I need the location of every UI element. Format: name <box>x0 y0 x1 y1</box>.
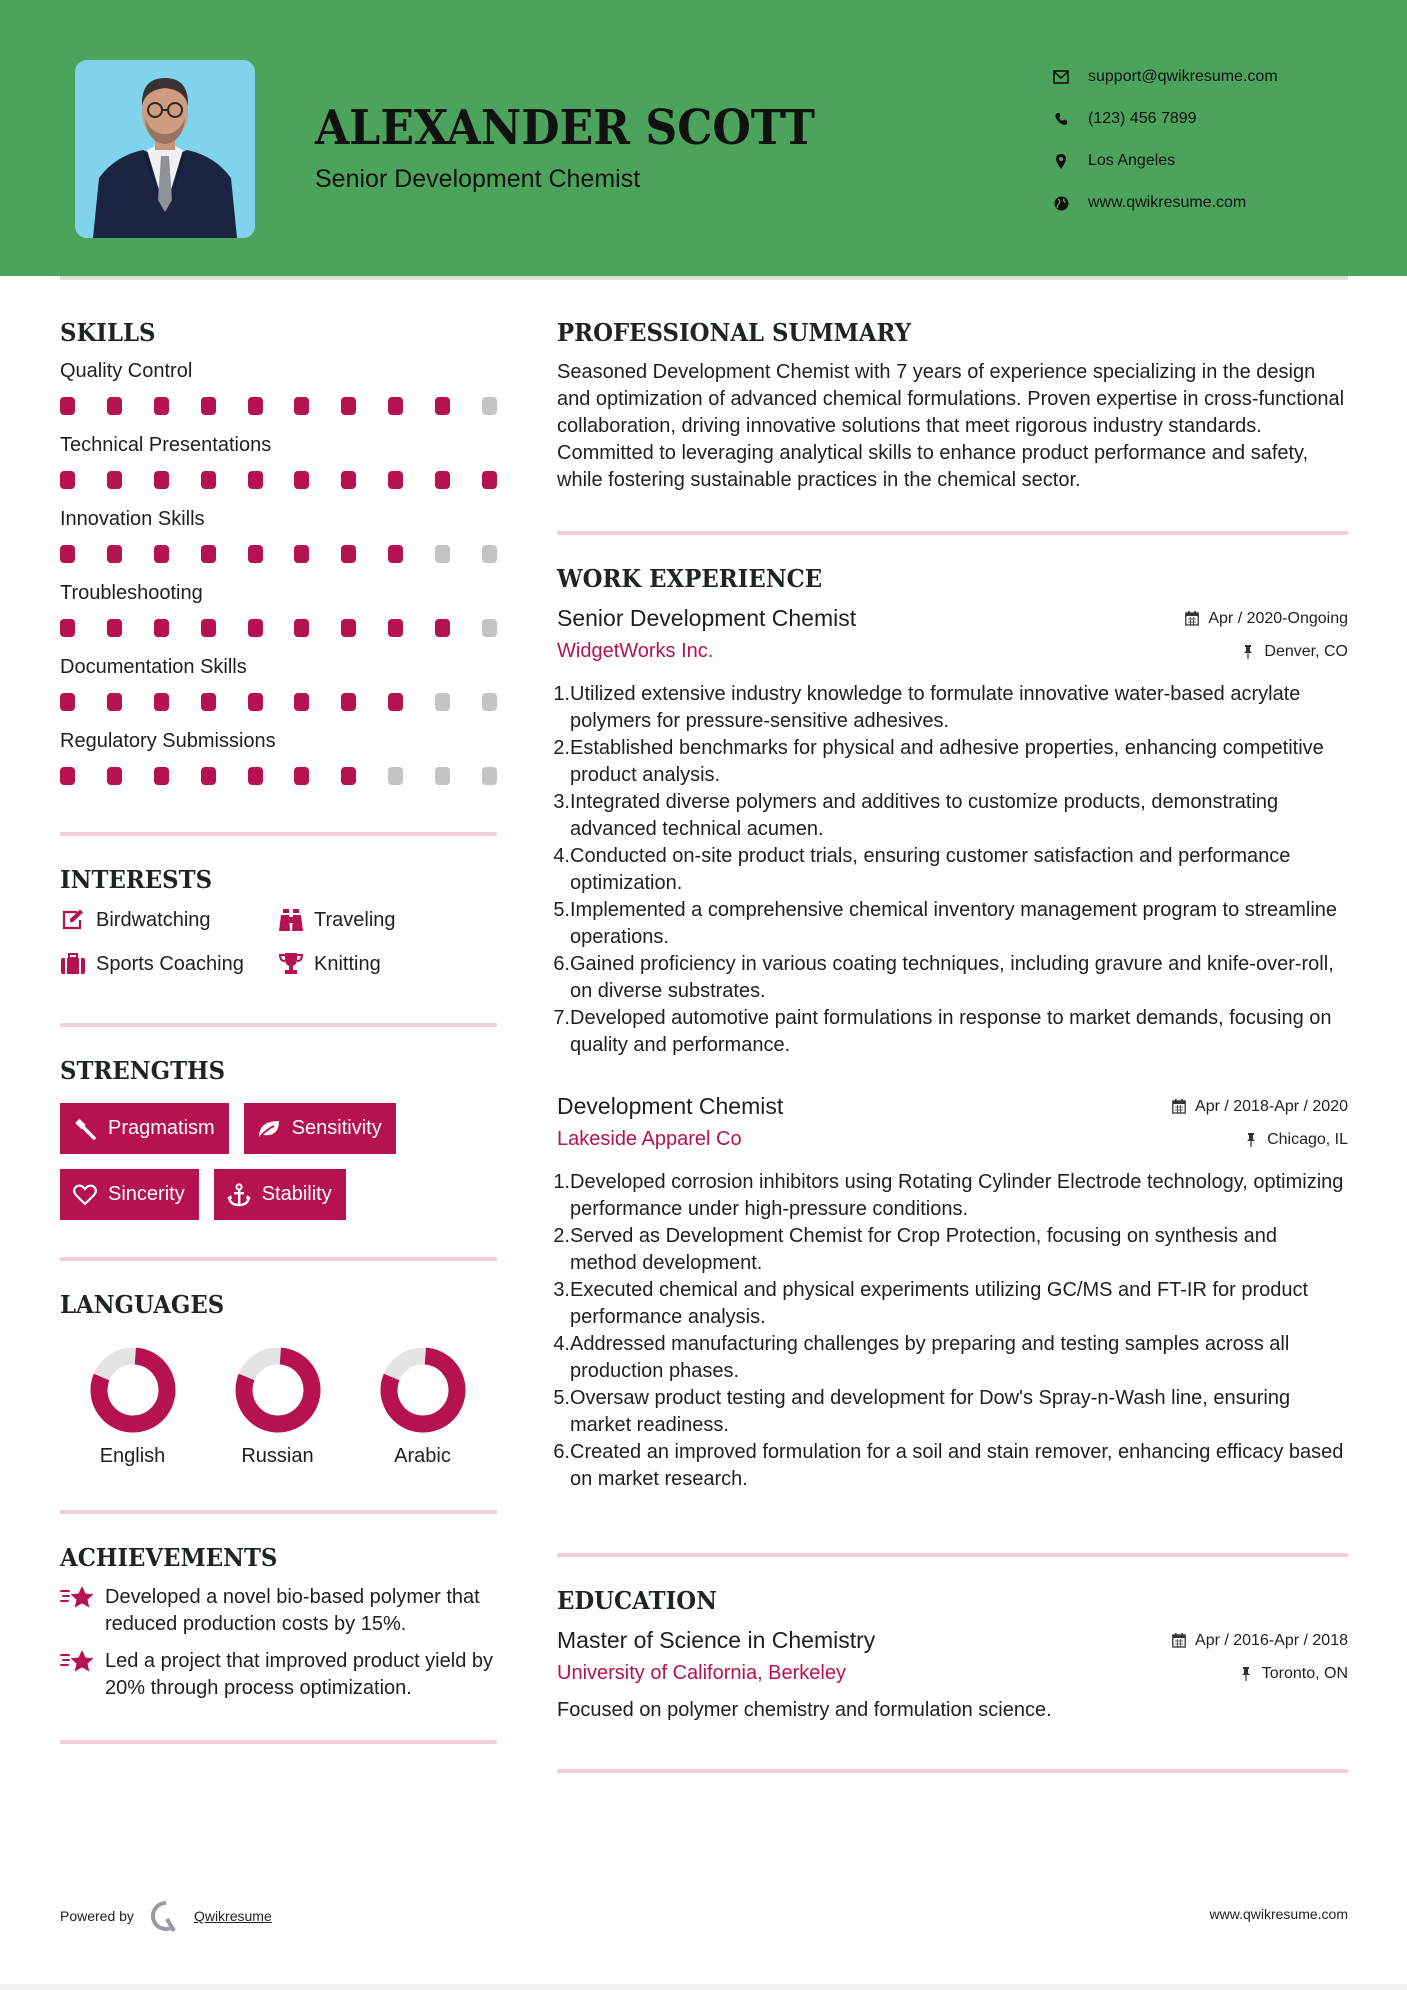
pushpin-icon <box>1240 644 1256 660</box>
achievement-item <box>60 1584 497 1638</box>
experience-section <box>553 564 1348 1493</box>
job-bullet <box>553 1169 1348 1223</box>
heart-icon <box>72 1183 98 1207</box>
interest-item <box>278 908 497 932</box>
bullet-text: Gained proficiency in various coating techniques, including gravure and knife-over-roll, on diverse substrates. <box>570 953 1334 1002</box>
globe-icon <box>1050 192 1072 214</box>
section-divider <box>557 1553 1348 1557</box>
bullet-number: 3. <box>553 1279 570 1301</box>
education-location <box>1238 1665 1348 1683</box>
rating-dot-filled <box>107 693 122 711</box>
strength-badge <box>214 1169 346 1220</box>
rating-dot-filled <box>482 471 497 489</box>
job-location <box>1243 1131 1348 1149</box>
degree-title: Master of Science in Chemistry <box>557 1627 876 1653</box>
candidate-role: Senior Development Chemist <box>315 165 641 193</box>
rating-dot-filled <box>107 619 122 637</box>
job-location-text: Denver, CO <box>1264 642 1348 660</box>
bullet-text: Oversaw product testing and development for Dow's Spray-n-Wash line, ensuring market readiness. <box>570 1387 1291 1436</box>
qwikresume-link[interactable]: Qwikresume <box>193 1908 272 1924</box>
powered-by-label: Powered by <box>60 1908 134 1924</box>
contact-email[interactable] <box>1050 56 1278 98</box>
rating-dot-filled <box>107 471 122 489</box>
bullet-text: Utilized extensive industry knowledge to formulate innovative water-based acrylate polymers for pressure-sensitive adhesives. <box>570 683 1301 732</box>
footer-site-link[interactable]: www.qwikresume.com <box>1209 1906 1348 1922</box>
jobs-list <box>553 605 1348 1493</box>
rating-dot-filled <box>201 767 216 785</box>
bullet-number: 4. <box>553 1333 570 1355</box>
job-title: Development Chemist <box>557 1093 784 1119</box>
skills-title: SKILLS <box>60 318 156 347</box>
rating-dot-filled <box>60 619 75 637</box>
language-label: Arabic <box>394 1445 451 1467</box>
language-donut-chart <box>380 1347 466 1433</box>
bullet-number: 5. <box>553 899 570 921</box>
rating-dot-filled <box>154 545 169 563</box>
rating-dot-filled <box>294 693 309 711</box>
rating-dot-empty <box>482 693 497 711</box>
skill-rating <box>60 693 497 711</box>
skill-rating <box>60 767 497 785</box>
language-item <box>205 1347 350 1468</box>
bullet-number: 1. <box>553 1171 570 1193</box>
star-icon <box>60 1585 96 1611</box>
bullet-number: 7. <box>553 1007 570 1029</box>
skill-rating <box>60 397 497 415</box>
contact-location-text: Los Angeles <box>1088 152 1176 169</box>
rating-dot-filled <box>341 619 356 637</box>
summary-section <box>557 318 1348 494</box>
job-bullet <box>553 1005 1348 1059</box>
job-bullet <box>553 789 1348 843</box>
school-name: University of California, Berkeley <box>557 1662 846 1684</box>
contact-phone-text: (123) 456 7899 <box>1088 110 1197 127</box>
rating-dot-filled <box>60 397 75 415</box>
bullet-text: Conducted on-site product trials, ensuring customer satisfaction and performance optimization. <box>570 845 1291 894</box>
bullet-text: Addressed manufacturing challenges by preparing and testing samples across all production phases. <box>570 1333 1290 1382</box>
binoculars-icon <box>278 908 304 932</box>
leaf-icon <box>256 1117 282 1141</box>
contact-website-text: www.qwikresume.com <box>1088 194 1247 211</box>
contact-location <box>1050 140 1278 182</box>
job-bullet <box>553 951 1348 1005</box>
skills-section <box>60 318 497 785</box>
summary-text: Seasoned Development Chemist with 7 years of experience specializing in the design and optimization of advanced chemical formulations. Proven expertise in cross-functional collaboration, driving innovative solutions that meet rigorous industry standards. Committed to leveraging analytical skills to enhance product performance and safety, while fostering sustainable practices in the chemical sector. <box>557 361 1345 491</box>
page-bottom-band <box>0 1984 1407 1990</box>
rating-dot-filled <box>60 545 75 563</box>
rating-dot-filled <box>248 693 263 711</box>
right-column <box>553 318 1348 1773</box>
interest-item <box>60 908 278 932</box>
rating-dot-filled <box>388 693 403 711</box>
rating-dot-filled <box>435 619 450 637</box>
education-dates-text: Apr / 2016-Apr / 2018 <box>1195 1631 1348 1649</box>
pushpin-icon <box>1238 1666 1254 1682</box>
rating-dot-filled <box>201 693 216 711</box>
job-bullet <box>553 1277 1348 1331</box>
profile-photo <box>75 60 255 238</box>
bullet-text: Developed corrosion inhibitors using Rotating Cylinder Electrode technology, optimizing performance under high-pressure conditions. <box>570 1171 1344 1220</box>
job-bullet <box>553 1223 1348 1277</box>
strength-label: Sincerity <box>108 1183 185 1205</box>
achievement-text: Led a project that improved product yield by 20% through process optimization. <box>105 1650 493 1699</box>
rating-dot-filled <box>388 471 403 489</box>
skill-item <box>60 655 497 711</box>
achievements-section <box>60 1543 497 1702</box>
interests-title: INTERESTS <box>60 865 213 894</box>
skill-rating <box>60 545 497 563</box>
rating-dot-filled <box>107 397 122 415</box>
strengths-list <box>60 1103 497 1220</box>
contact-website[interactable] <box>1050 182 1278 224</box>
job-bullet <box>553 897 1348 951</box>
language-item <box>350 1347 495 1468</box>
language-label: English <box>99 1445 166 1467</box>
languages-section <box>60 1290 497 1468</box>
rating-dot-filled <box>154 767 169 785</box>
strength-label: Pragmatism <box>108 1117 215 1139</box>
skill-rating <box>60 471 497 489</box>
bullet-number: 3. <box>553 791 570 813</box>
bullet-text: Integrated diverse polymers and additives to customize products, demonstrating advanced technical acumen. <box>570 791 1279 840</box>
strength-badge <box>60 1169 199 1220</box>
skill-item <box>60 729 497 785</box>
star-icon <box>60 1649 96 1675</box>
left-column <box>60 318 497 1744</box>
rating-dot-filled <box>388 619 403 637</box>
contact-list <box>1050 56 1278 224</box>
rating-dot-filled <box>60 693 75 711</box>
achievement-text: Developed a novel bio-based polymer that reduced production costs by 15%. <box>105 1586 480 1635</box>
job-bullet <box>553 1439 1348 1493</box>
rating-dot-filled <box>388 545 403 563</box>
language-donut-chart <box>90 1347 176 1433</box>
envelope-icon <box>1050 66 1072 88</box>
job-dates <box>1171 1098 1348 1116</box>
footer-powered-by <box>60 1900 272 1932</box>
skill-label: Documentation Skills <box>60 656 247 678</box>
job-item <box>553 1093 1348 1493</box>
section-divider <box>557 1769 1348 1773</box>
rating-dot-filled <box>201 397 216 415</box>
rating-dot-filled <box>341 397 356 415</box>
interest-label: Birdwatching <box>96 908 211 931</box>
contact-phone[interactable] <box>1050 98 1278 140</box>
rating-dot-empty <box>482 619 497 637</box>
rating-dot-filled <box>341 767 356 785</box>
bullet-number: 2. <box>553 737 570 759</box>
job-bullet <box>553 735 1348 789</box>
section-divider <box>60 1023 497 1027</box>
strength-badge <box>244 1103 396 1154</box>
job-bullet <box>553 843 1348 897</box>
rating-dot-filled <box>248 767 263 785</box>
bullet-number: 4. <box>553 845 570 867</box>
rating-dot-filled <box>294 471 309 489</box>
rating-dot-filled <box>294 397 309 415</box>
rating-dot-filled <box>435 397 450 415</box>
interest-label: Knitting <box>314 952 381 975</box>
bullet-text: Implemented a comprehensive chemical inventory management program to streamline operations. <box>570 899 1338 948</box>
rating-dot-filled <box>341 471 356 489</box>
pushpin-icon <box>1243 1132 1259 1148</box>
section-divider <box>60 832 497 836</box>
skill-label: Technical Presentations <box>60 434 272 456</box>
job-location-text: Chicago, IL <box>1267 1130 1348 1148</box>
skill-label: Regulatory Submissions <box>60 730 276 752</box>
rating-dot-filled <box>107 767 122 785</box>
rating-dot-empty <box>482 545 497 563</box>
bullet-number: 1. <box>553 683 570 705</box>
candidate-name: ALEXANDER SCOTT <box>315 100 815 156</box>
job-item <box>553 605 1348 1059</box>
interest-item <box>278 952 497 976</box>
rating-dot-empty <box>435 767 450 785</box>
education-dates <box>1171 1632 1348 1650</box>
interests-section <box>60 865 497 976</box>
achievements-title: ACHIEVEMENTS <box>60 1543 278 1572</box>
education-location-text: Toronto, ON <box>1261 1664 1348 1682</box>
rating-dot-filled <box>201 471 216 489</box>
qwikresume-logo-icon <box>150 1900 182 1932</box>
job-title: Senior Development Chemist <box>557 605 857 631</box>
section-divider <box>60 1740 497 1744</box>
education-title: EDUCATION <box>557 1586 717 1615</box>
skill-label: Quality Control <box>60 360 193 382</box>
rating-dot-empty <box>482 767 497 785</box>
anchor-icon <box>226 1183 252 1207</box>
bullet-number: 6. <box>553 1441 570 1463</box>
interest-item <box>60 952 278 976</box>
job-dates-text: Apr / 2018-Apr / 2020 <box>1195 1097 1348 1115</box>
strengths-title: STRENGTHS <box>60 1056 226 1085</box>
languages-list <box>60 1347 497 1468</box>
rating-dot-filled <box>435 471 450 489</box>
rating-dot-filled <box>294 619 309 637</box>
job-bullet <box>553 681 1348 735</box>
job-bullets <box>553 1169 1348 1493</box>
gavel-icon <box>72 1117 98 1141</box>
job-location <box>1240 643 1348 661</box>
skill-rating <box>60 619 497 637</box>
skill-item <box>60 507 497 563</box>
job-bullet <box>553 1331 1348 1385</box>
rating-dot-filled <box>154 693 169 711</box>
rating-dot-filled <box>341 693 356 711</box>
bullet-text: Created an improved formulation for a soil and stain remover, enhancing efficacy based on market research. <box>570 1441 1344 1490</box>
languages-title: LANGUAGES <box>60 1290 225 1319</box>
job-bullets <box>553 681 1348 1059</box>
rating-dot-filled <box>388 397 403 415</box>
bullet-text: Served as Development Chemist for Crop Protection, focusing on synthesis and method development. <box>570 1225 1278 1274</box>
edit-icon <box>60 908 86 932</box>
skill-item <box>60 581 497 637</box>
language-item <box>60 1347 205 1468</box>
job-bullet <box>553 1385 1348 1439</box>
rating-dot-filled <box>201 619 216 637</box>
bullet-text: Established benchmarks for physical and adhesive properties, enhancing competitive product analysis. <box>570 737 1324 786</box>
calendar-icon <box>1184 611 1200 627</box>
language-donut-chart <box>235 1347 321 1433</box>
rating-dot-empty <box>482 397 497 415</box>
suitcase-icon <box>60 952 86 976</box>
calendar-icon <box>1171 1633 1187 1649</box>
rating-dot-filled <box>248 471 263 489</box>
rating-dot-filled <box>248 397 263 415</box>
rating-dot-filled <box>341 545 356 563</box>
strength-label: Sensitivity <box>291 1117 382 1139</box>
company-name: WidgetWorks Inc. <box>557 640 714 662</box>
rating-dot-empty <box>388 767 403 785</box>
phone-icon <box>1050 108 1072 130</box>
rating-dot-filled <box>294 545 309 563</box>
education-item <box>557 1627 1348 1722</box>
achievement-item <box>60 1648 497 1702</box>
strength-label: Stability <box>261 1183 332 1205</box>
interests-list <box>60 908 497 976</box>
interest-label: Traveling <box>314 908 396 931</box>
bullet-number: 6. <box>553 953 570 975</box>
bullet-text: Developed automotive paint formulations in response to market demands, focusing on quality and performance. <box>570 1007 1332 1056</box>
rating-dot-filled <box>154 397 169 415</box>
rating-dot-filled <box>154 619 169 637</box>
skill-item <box>60 433 497 489</box>
header-divider <box>60 276 1348 280</box>
contact-email-text: support@qwikresume.com <box>1088 68 1278 85</box>
summary-title: PROFESSIONAL SUMMARY <box>557 318 912 347</box>
rating-dot-filled <box>60 767 75 785</box>
map-marker-icon <box>1050 150 1072 172</box>
rating-dot-empty <box>435 545 450 563</box>
education-section <box>557 1586 1348 1722</box>
bullet-text: Executed chemical and physical experiments utilizing GC/MS and FT-IR for product performance analysis. <box>570 1279 1309 1328</box>
job-dates <box>1184 610 1348 628</box>
trophy-icon <box>278 952 304 976</box>
company-name: Lakeside Apparel Co <box>557 1128 742 1150</box>
education-description: Focused on polymer chemistry and formulation science. <box>557 1699 1052 1721</box>
bullet-number: 2. <box>553 1225 570 1247</box>
calendar-icon <box>1171 1099 1187 1115</box>
rating-dot-filled <box>201 545 216 563</box>
section-divider <box>557 531 1348 535</box>
rating-dot-filled <box>60 471 75 489</box>
strengths-section <box>60 1056 497 1220</box>
language-label: Russian <box>241 1445 314 1467</box>
rating-dot-empty <box>435 693 450 711</box>
section-divider <box>60 1257 497 1261</box>
job-dates-text: Apr / 2020-Ongoing <box>1208 609 1348 627</box>
experience-title: WORK EXPERIENCE <box>557 564 823 593</box>
skill-item <box>60 359 497 415</box>
bullet-number: 5. <box>553 1387 570 1409</box>
rating-dot-filled <box>154 471 169 489</box>
rating-dot-filled <box>107 545 122 563</box>
skill-label: Innovation Skills <box>60 508 205 530</box>
interest-label: Sports Coaching <box>96 952 244 975</box>
skill-label: Troubleshooting <box>60 582 203 604</box>
skills-list <box>60 359 497 785</box>
rating-dot-filled <box>248 619 263 637</box>
strength-badge <box>60 1103 229 1154</box>
rating-dot-filled <box>294 767 309 785</box>
rating-dot-filled <box>248 545 263 563</box>
section-divider <box>60 1510 497 1514</box>
